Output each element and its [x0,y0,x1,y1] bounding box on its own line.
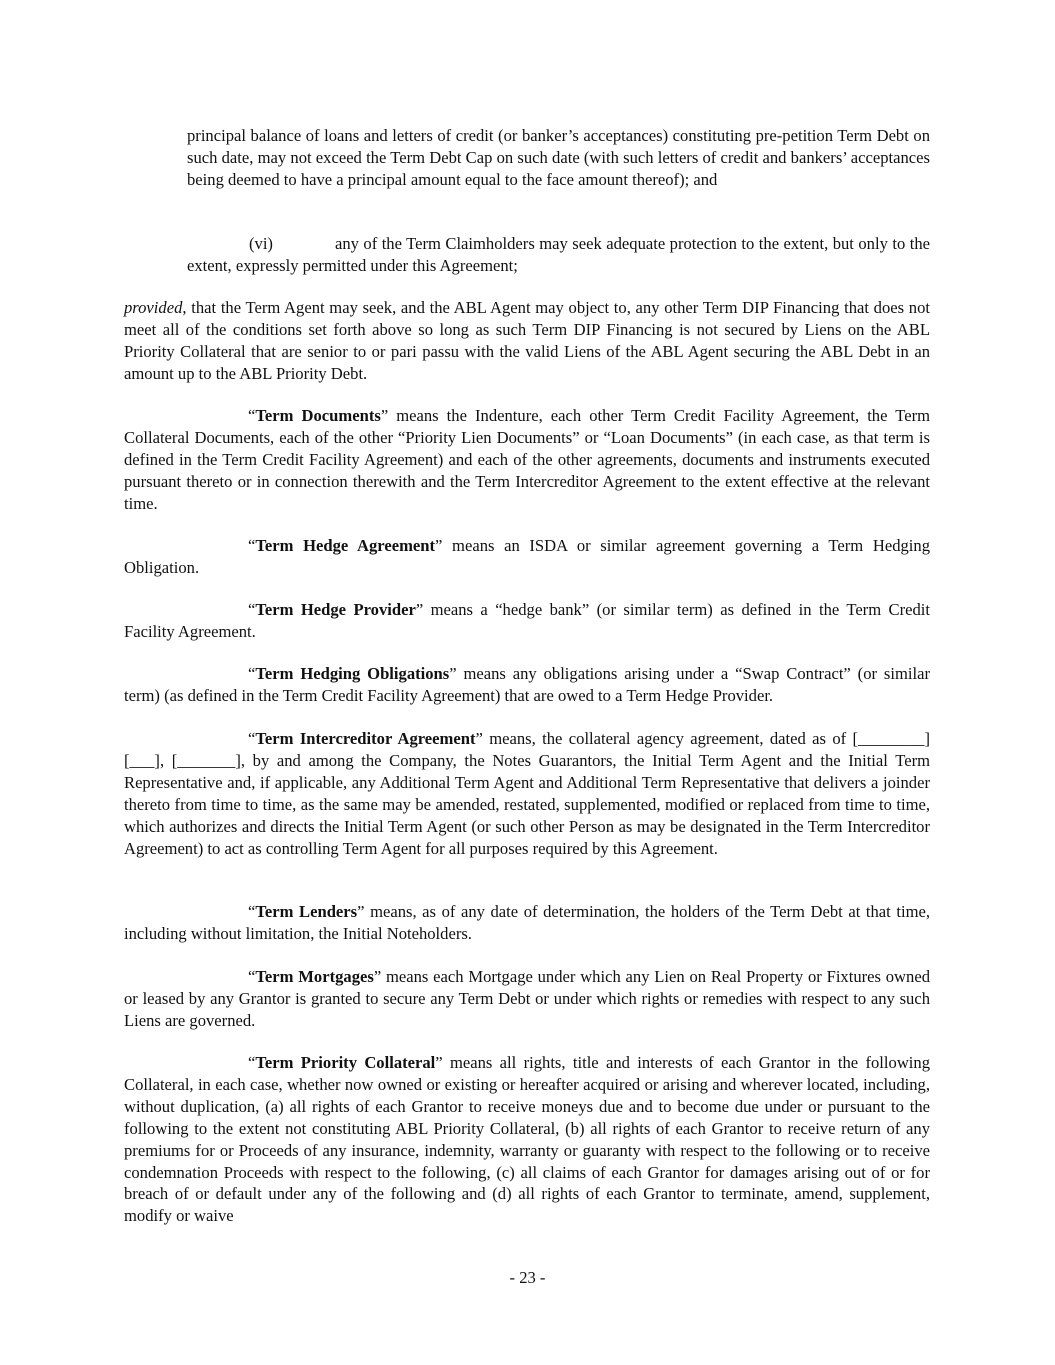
proviso-lead: provided [124,298,183,317]
clause-vi [187,233,930,277]
clause-v-continuation [187,125,930,191]
clause-text: any of the Term Claimholders may seek adequate protection to the extent, but only to the extent, expressly permitted under this Agreement; [187,234,930,275]
definition-term-intercreditor-agreement: “Term Intercreditor Agreement” means, the collateral agency agreement, dated as of [________] [___], [_______], by and among the Company, the Notes Guarantors, the Initial Term Agent and the Initial Term Representative and, if applicable, any Additional Term Agent and Additional Term Representative that delivers a joinder thereto from time to time, as the same may be amended, restated, supplemented, modified or replaced from time to time, which authorizes and directs the Initial Term Agent (or such other Person as may be designated in the Term Intercreditor Agreement) to act as controlling Term Agent for all purposes required by this Agreement. [124,729,930,858]
definition-term-hedging-obligations: “Term Hedging Obligations” means any obligations arising under a “Swap Contract” (or similar term) (as defined in the Term Credit Facility Agreement) that are owed to a Term Hedge Provider. [124,664,930,705]
definition-term-hedge-provider: “Term Hedge Provider” means a “hedge bank” (or similar term) as defined in the Term Credit Facility Agreement. [124,600,931,641]
definition-term-mortgages: “Term Mortgages” means each Mortgage under which any Lien on Real Property or Fixtures owned or leased by any Grantor is granted to secure any Term Debt or under which rights or remedies with respect to any such Liens are governed. [124,967,931,1030]
page-number: - 23 - [509,1268,546,1287]
defined-term: Term Mortgages [255,967,374,986]
definition-text: means an ISDA or similar agreement governing a Term Hedging Obligation. [124,536,930,577]
definition-term-hedge-agreement: “Term Hedge Agreement” means an ISDA or similar agreement governing a Term Hedging Obligation. [124,536,930,577]
defined-term: Term Hedge Agreement [255,536,436,555]
paragraph-text: principal balance of loans and letters of credit (or banker’s acceptances) constituting pre-petition Term Debt on such date, may not exceed the Term Debt Cap on such date (with such letters of credit and bankers’ acceptances being deemed to have a principal amount equal to the face amount thereof); and [187,126,930,189]
defined-term: Term Hedge Provider [255,600,416,619]
clause-number: (vi) [249,234,273,253]
definition-text: means the Indenture, each other Term Credit Facility Agreement, the Term Collateral Documents, each of the other “Priority Lien Documents” or “Loan Documents” (in each case, as that term is defined in the Term Credit Facility Agreement) and each of the other agreements, documents and instruments executed pursuant thereto or in connection therewith and the Term Intercreditor Agreement to the extent effective at the relevant time. [124,406,930,513]
definition-text: means all rights, title and interests of each Grantor in the following Collateral, in each case, whether now owned or existing or hereafter acquired or arising and wherever located, including, without duplication, (a) all rights of each Grantor to receive moneys due and to become due under or pursuant to the following to the extent not constituting ABL Priority Collateral, (b) all rights of each Grantor to receive return of any premiums for or Proceeds of any insurance, indemnity, warranty or guaranty with respect to the following or to receive condemnation Proceeds with respect to the following, (c) all claims of each Grantor for damages arising out of or for breach of or default under any of the following and (d) all rights of each Grantor to terminate, amend, supplement, modify or waive [124,1053,931,1226]
definition-term-priority-collateral: “Term Priority Collateral” means all rights, title and interests of each Grantor in the following Collateral, in each case, whether now owned or existing or hereafter acquired or arising and wherever located, including, without duplication, (a) all rights of each Grantor to receive moneys due and to become due under or pursuant to the following to the extent not constituting ABL Priority Collateral, (b) all rights of each Grantor to receive return of any premiums for or Proceeds of any insurance, indemnity, warranty or guaranty with respect to the following or to receive condemnation Proceeds with respect to the following, (c) all claims of each Grantor for damages arising out of or for breach of or default under any of the following and (d) all rights of each Grantor to terminate, amend, supplement, modify or waive [124,1053,931,1226]
defined-term: Term Hedging Obligations [255,664,450,683]
proviso-paragraph [124,297,930,385]
definition-text: means, the collateral agency agreement, dated as of [________] [___], [_______], by and among the Company, the Notes Guarantors, the Initial Term Agent and the Initial Term Representative and, if applicable, any Additional Term Agent and Additional Term Representative that delivers a joinder thereto from time to time, as the same may be amended, restated, supplemented, modified or replaced from time to time, which authorizes and directs the Initial Term Agent (or such other Person as may be designated in the Term Intercreditor Agreement) to act as controlling Term Agent for all purposes required by this Agreement. [124,729,930,858]
proviso-text: , that the Term Agent may seek, and the ABL Agent may object to, any other Term DIP Financing that does not meet all of the conditions set forth above so long as such Term DIP Financing is not secured by Liens on the ABL Priority Collateral that are senior to or pari passu with the valid Liens of the ABL Agent securing the ABL Debt in an amount up to the ABL Priority Debt. [124,298,930,383]
defined-term: Term Lenders [255,902,358,921]
definition-term-lenders: “Term Lenders” means, as of any date of determination, the holders of the Term Debt at that time, including without limitation, the Initial Noteholders. [124,902,930,943]
definition-text: means any obligations arising under a “Swap Contract” (or similar term) (as defined in the Term Credit Facility Agreement) that are owed to a Term Hedge Provider. [124,664,930,705]
definition-text: means a “hedge bank” (or similar term) as defined in the Term Credit Facility Agreement. [124,600,931,641]
defined-term: Term Intercreditor Agreement [255,729,476,748]
defined-term: Term Documents [255,406,381,425]
definition-text: means, as of any date of determination, the holders of the Term Debt at that time, including without limitation, the Initial Noteholders. [124,902,930,943]
definition-text: means each Mortgage under which any Lien on Real Property or Fixtures owned or leased by any Grantor is granted to secure any Term Debt or under which rights or remedies with respect to any such Liens are governed. [124,967,931,1030]
definition-term-documents: “Term Documents” means the Indenture, each other Term Credit Facility Agreement, the Term Collateral Documents, each of the other “Priority Lien Documents” or “Loan Documents” (in each case, as that term is defined in the Term Credit Facility Agreement) and each of the other agreements, documents and instruments executed pursuant thereto or in connection therewith and the Term Intercreditor Agreement to the extent effective at the relevant time. [124,406,930,513]
defined-term: Term Priority Collateral [255,1053,436,1072]
